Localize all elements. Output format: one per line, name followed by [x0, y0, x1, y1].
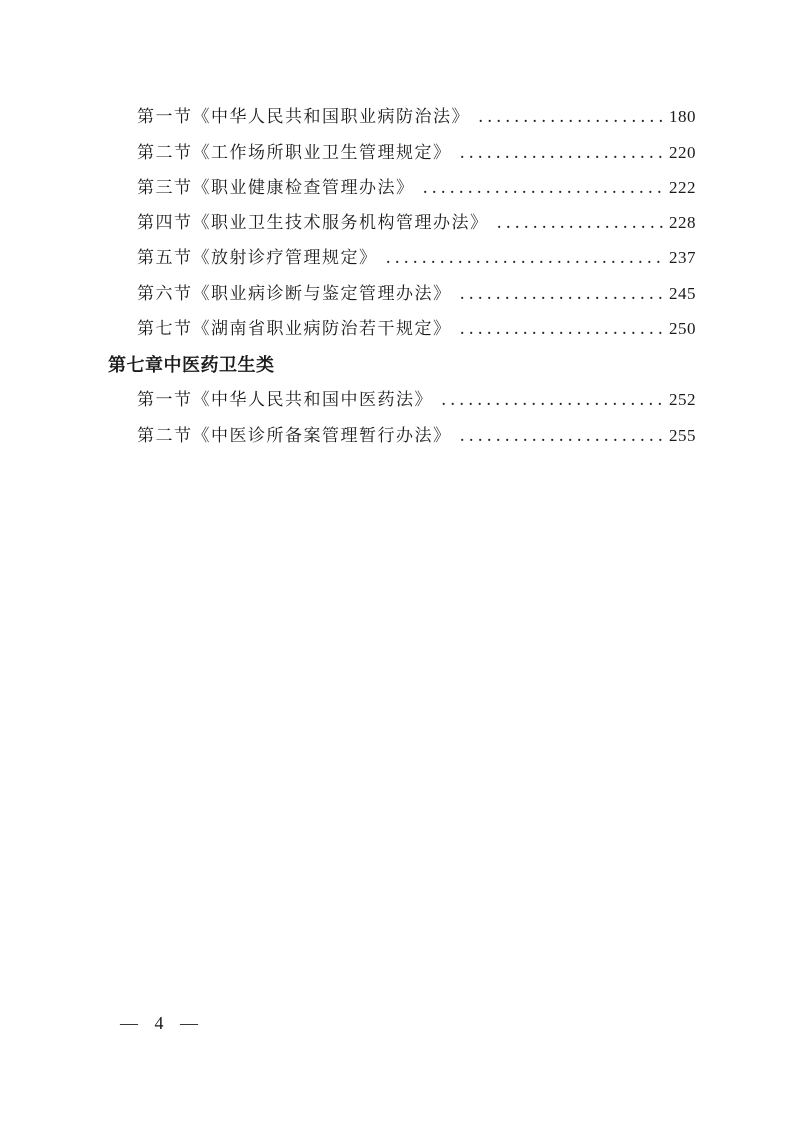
toc-entry[interactable]	[137, 105, 696, 129]
toc-entry-page: 237	[669, 248, 696, 267]
toc-entry-label: 第七节《湖南省职业病防治若干规定》	[137, 319, 452, 339]
chapter-heading[interactable]: 第七章中医药卫生类	[108, 355, 275, 376]
page-number: — 4 —	[120, 1013, 204, 1033]
toc-entry-page: 228	[669, 213, 696, 232]
dot-leader	[441, 388, 663, 412]
toc-entry-label: 第六节《职业病诊断与鉴定管理办法》	[137, 284, 452, 304]
toc-entry-page: 255	[669, 426, 696, 445]
dot-leader	[460, 141, 664, 165]
toc-entry-label: 第一节《中华人民共和国职业病防治法》	[137, 107, 470, 127]
dot-leader	[423, 176, 664, 200]
toc-entry-page: 180	[669, 107, 696, 126]
toc-entry[interactable]	[137, 176, 696, 200]
toc-entry-page: 252	[669, 390, 696, 409]
dot-leader	[460, 317, 664, 341]
toc-entry-page: 220	[669, 143, 696, 162]
dot-leader	[386, 246, 664, 270]
toc-entry-label: 第二节《中医诊所备案管理暂行办法》	[137, 426, 452, 446]
toc-entry-label: 第五节《放射诊疗管理规定》	[137, 248, 378, 268]
toc-entry-label: 第二节《工作场所职业卫生管理规定》	[137, 143, 452, 163]
toc-entry[interactable]	[137, 317, 696, 341]
dot-leader	[497, 211, 664, 235]
dot-leader	[460, 424, 664, 448]
toc-entry-label: 第一节《中华人民共和国中医药法》	[137, 390, 433, 410]
toc-entry-page: 245	[669, 284, 696, 303]
toc-entry[interactable]	[137, 211, 696, 235]
toc-entry[interactable]	[137, 282, 696, 306]
toc-entry[interactable]	[137, 246, 696, 270]
toc-entry-label: 第三节《职业健康检查管理办法》	[137, 178, 415, 198]
toc-entry[interactable]	[137, 388, 696, 412]
toc-entry-page: 250	[669, 319, 696, 338]
toc-entry[interactable]	[137, 424, 696, 448]
toc-entry[interactable]	[137, 141, 696, 165]
dot-leader	[478, 105, 663, 129]
dot-leader	[460, 282, 664, 306]
toc-entry-label: 第四节《职业卫生技术服务机构管理办法》	[137, 213, 489, 233]
toc-entry-page: 222	[669, 178, 696, 197]
